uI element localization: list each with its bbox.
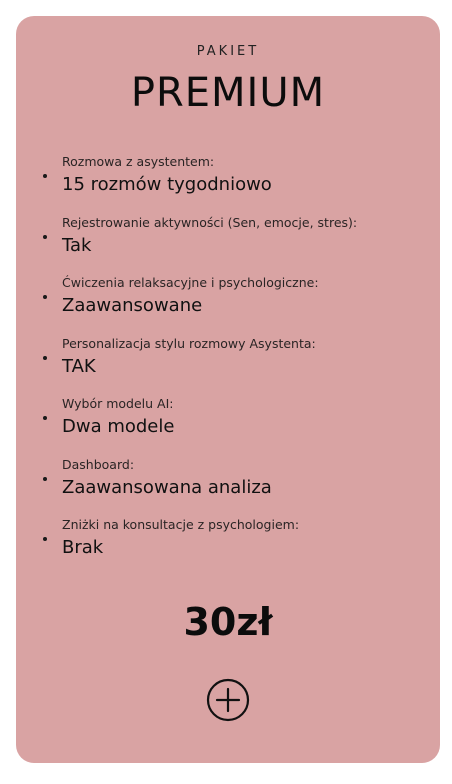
feature-value: Brak bbox=[62, 537, 104, 558]
bullet-icon bbox=[43, 235, 47, 239]
bullet-icon bbox=[43, 477, 47, 481]
feature-label: Personalizacja stylu rozmowy Asystenta: bbox=[62, 335, 316, 351]
feature-item bbox=[16, 215, 440, 276]
feature-item bbox=[16, 154, 440, 215]
feature-label: Dashboard: bbox=[62, 456, 135, 472]
bullet-icon bbox=[43, 356, 47, 360]
feature-label: Rozmowa z asystentem: bbox=[62, 154, 215, 169]
feature-item bbox=[16, 396, 440, 457]
bullet-icon bbox=[43, 416, 47, 420]
bullet-icon bbox=[43, 295, 47, 299]
feature-item bbox=[16, 275, 440, 336]
feature-value: Tak bbox=[62, 234, 92, 256]
feature-value: 15 rozmów tygodniowo bbox=[62, 174, 272, 195]
feature-item bbox=[16, 336, 440, 397]
feature-list bbox=[16, 154, 440, 578]
feature-label: Zniżki na konsultacje z psychologiem: bbox=[62, 517, 300, 532]
feature-label: Rejestrowanie aktywności (Sen, emocje, stres): bbox=[62, 214, 358, 230]
plan-title: PREMIUM bbox=[130, 70, 326, 116]
add-plan-button[interactable] bbox=[206, 678, 250, 722]
plus-circle-icon bbox=[206, 678, 250, 722]
feature-item bbox=[16, 457, 440, 518]
feature-value: Dwa modele bbox=[62, 416, 175, 437]
feature-label: Wybór modelu AI: bbox=[62, 396, 174, 411]
plan-price: 30zł bbox=[183, 600, 273, 644]
plan-kicker: PAKIET bbox=[196, 44, 260, 59]
pricing-card bbox=[16, 16, 440, 763]
bullet-icon bbox=[43, 537, 47, 541]
feature-value: Zaawansowana analiza bbox=[62, 476, 272, 498]
feature-value: TAK bbox=[62, 355, 96, 377]
feature-value: Zaawansowane bbox=[62, 295, 203, 316]
feature-label: Ćwiczenia relaksacyjne i psychologiczne: bbox=[62, 275, 319, 290]
bullet-icon bbox=[43, 174, 47, 178]
feature-item bbox=[16, 517, 440, 578]
